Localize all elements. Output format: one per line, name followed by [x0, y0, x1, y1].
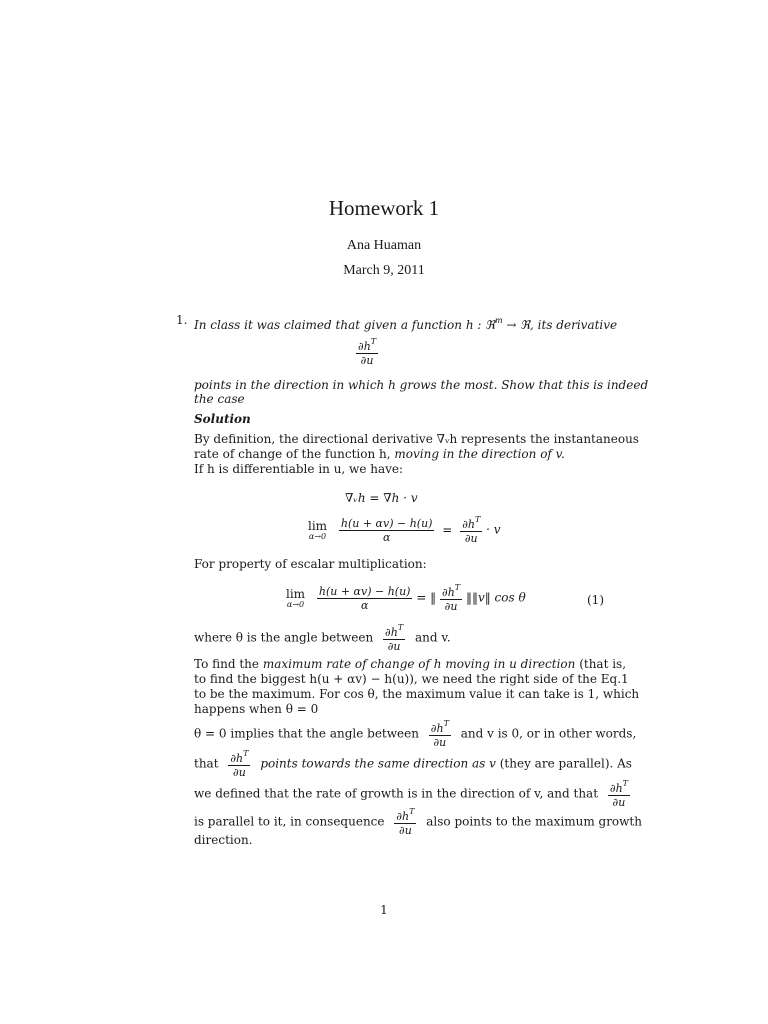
solution-heading: Solution [194, 412, 251, 426]
solution-line-5: where θ is the angle between $\frac{\partial h^T}{\partial u}$ and v. [194, 623, 451, 653]
equation-gradient: ∇ᵥh = ∇h · v [345, 491, 418, 505]
document-title: Homework 1 [328, 196, 440, 220]
solution-line-2: rate of change of the function h, moving in the direction of v. [194, 447, 565, 461]
solution-line-8: to be the maximum. For cos θ, the maximum value it can take is 1, which [194, 687, 640, 701]
problem-statement-line-4: the case [194, 392, 245, 406]
problem-number: 1. [176, 313, 188, 327]
page-number: 1 [380, 903, 388, 917]
derivative-fraction: $\frac{\partial h^T}{\partial u}$ [358, 337, 377, 367]
problem-statement-line-1: In class it was claimed that given a function h : ℜ$^m$ → ℜ, its derivative [194, 316, 618, 332]
solution-line-6: To find the maximum rate of change of h moving in u direction (that is, [194, 657, 627, 671]
solution-line-3: If h is differentiable in u, we have: [194, 462, 404, 476]
equation-limit-2: lim α→0 $\frac{h(u + \alpha v) - h(u)}{\alpha}$ = ‖ $\frac{\partial h^T}{\partial u}$ ‖‖v‖ cos θ [286, 583, 526, 613]
problem-statement-line-3: points in the direction in which h grows the most. Show that this is indeed [194, 378, 649, 392]
solution-line-13: is parallel to it, in consequence $\frac{\partial h^T}{\partial u}$ also points to the maximum growth [194, 807, 642, 837]
solution-line-14: direction. [194, 833, 253, 847]
solution-line-4: For property of escalar multiplication: [194, 557, 427, 571]
author-name: Ana Huaman [346, 238, 422, 253]
equation-limit-1: lim α→0 $\frac{h(u + \alpha v) - h(u)}{\alpha}$ = $\frac{\partial h^T}{\partial u}$ · v [308, 515, 501, 545]
equation-label: (1) [587, 593, 604, 607]
solution-line-10: θ = 0 implies that the angle between $\frac{\partial h^T}{\partial u}$ and v is 0, or in other words, [194, 719, 637, 749]
document-date: March 9, 2011 [343, 263, 425, 278]
solution-line-7: to find the biggest h(u + αv) − h(u)), we need the right side of the Eq.1 [194, 672, 629, 686]
solution-line-11: that $\frac{\partial h^T}{\partial u}$ points towards the same direction as v (they are parallel). As [194, 749, 632, 779]
solution-line-1: By definition, the directional derivative ∇ᵥh represents the instantaneous [194, 432, 639, 446]
solution-line-12: we defined that the rate of growth is in the direction of v, and that $\frac{\partial h^T}{\partial u}$ [194, 779, 628, 809]
solution-line-9: happens when θ = 0 [194, 702, 319, 716]
